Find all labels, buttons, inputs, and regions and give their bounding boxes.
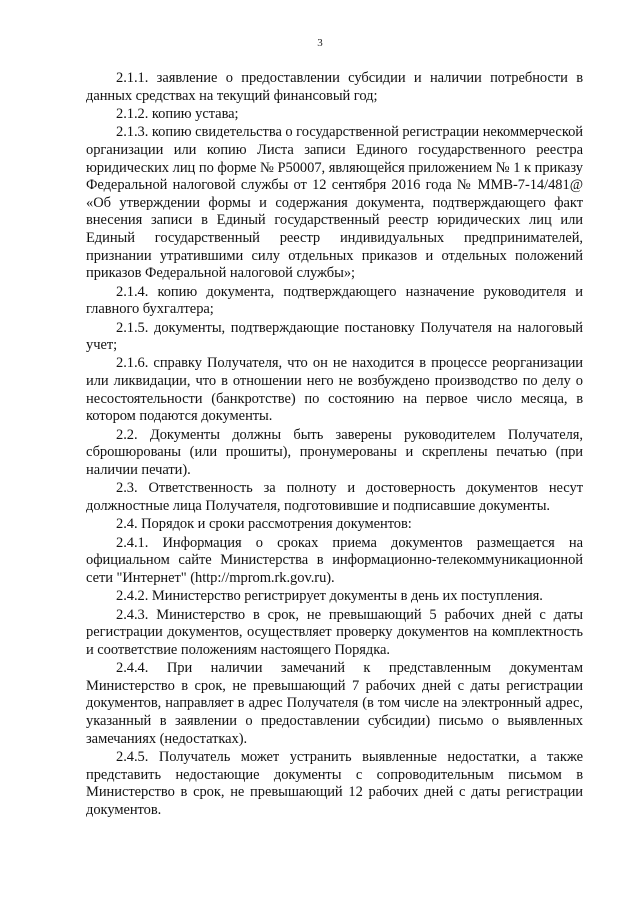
paragraph-2-4-5: 2.4.5. Получатель может устранить выявленные недостатки, а также представить недостающие документы с сопроводительным письмом в Министерство в срок, не превышающий 12 рабочих дней с даты регистрации документов. — [86, 748, 583, 818]
paragraph-2-1-6: 2.1.6. справку Получателя, что он не находится в процессе реорганизации или ликвидации, что в отношении него не возбуждено производство по делу о несостоятельности (банкротстве) по состоянию на первое число месяца, в котором подаются документы. — [86, 355, 583, 425]
paragraph-2-4-2: 2.4.2. Министерство регистрирует документы в день их поступления. — [116, 588, 543, 605]
paragraph-2-3: 2.3. Ответственность за полноту и достоверность документов несут должностные лица Получателя, подготовившие и подписавшие документы. — [86, 480, 583, 514]
paragraph-2-4: 2.4. Порядок и сроки рассмотрения документов: — [116, 516, 412, 533]
paragraph-2-4-1: 2.4.1. Информация о сроках приема документов размещается на официальном сайте Министерства в информационно-телекоммуникационной сети "Интернет" (http://mprom.rk.gov.ru). — [86, 534, 583, 586]
document-body — [86, 70, 583, 819]
page-number: 3 — [317, 37, 323, 49]
paragraph-2-2: 2.2. Документы должны быть заверены руководителем Получателя, сброшюрованы (или прошиты), пронумерованы и скреплены печатью (при наличии печати). — [86, 426, 583, 478]
paragraph-2-4-3: 2.4.3. Министерство в срок, не превышающий 5 рабочих дней с даты регистрации документов, осуществляет проверку документов на комплектность и соответствие положениям настоящего Порядка. — [86, 606, 583, 658]
paragraph-2-1-3: 2.1.3. копию свидетельства о государственной регистрации некоммерческой организации или копию Листа записи Единого государственного реестра юридических лиц по форме № Р50007, являющейся приложением № 1 к приказу Федеральной налоговой службы от 12 сентября 2016 года № ММВ-7-14/481@ «Об утверждении формы и содержания документа, подтверждающего факт внесения записи в Единый государственный реестр юридических лиц или Единый государственный реестр индивидуальных предпринимателей, признании утратившими силу отдельных приказов и отдельных положений приказов Федеральной налоговой службы»; — [86, 124, 583, 282]
paragraph-2-1-1: 2.1.1. заявление о предоставлении субсидии и наличии потребности в данных средствах на текущий финансовый год; — [86, 70, 583, 104]
paragraph-2-1-2: 2.1.2. копию устава; — [116, 105, 239, 122]
paragraph-2-1-5: 2.1.5. документы, подтверждающие постановку Получателя на налоговый учет; — [86, 319, 583, 354]
paragraph-2-1-4: 2.1.4. копию документа, подтверждающего назначение руководителя и главного бухгалтера; — [86, 283, 583, 318]
paragraph-2-4-4: 2.4.4. При наличии замечаний к представленным документам Министерство в срок, не превышающий 7 рабочих дней с даты регистрации документов, направляет в адрес Получателя (в том числе на электронный адрес, указанный в заявлении о предоставлении субсидии) письмо о выявленных замечаниях (недостатках). — [86, 660, 583, 747]
